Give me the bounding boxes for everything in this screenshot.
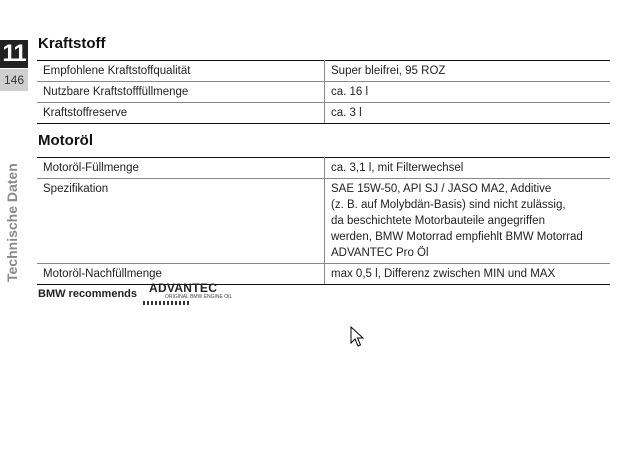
table-cell-value: Super bleifrei, 95 ROZ (325, 61, 611, 82)
table-row (37, 103, 610, 124)
advantec-logo-stripes (143, 301, 191, 305)
table-cell-value: max 0,5 l, Differenz zwischen MIN und MAX (325, 264, 611, 285)
side-chapter-title: Technische Daten (4, 163, 20, 282)
page-number: 146 (0, 69, 28, 91)
advantec-logo (143, 281, 243, 307)
bmw-recommends-label: BMW recommends (38, 288, 138, 300)
oil-spec-table (37, 157, 610, 285)
table-row (37, 82, 610, 103)
table-cell-label: Nutzbare Kraftstofffüllmenge (37, 82, 325, 103)
table-row (37, 264, 610, 285)
table-cell-value: ca. 3 l (325, 103, 611, 124)
table-cell-value: ca. 3,1 l, mit Filterwechsel (325, 158, 611, 179)
mouse-pointer-icon (350, 326, 364, 348)
section-title-fuel: Kraftstoff (38, 35, 106, 52)
table-cell-value: SAE 15W-50, API SJ / JASO MA2, Additive (z. B. auf Molybdän-Basis) sind nicht zulässig, da beschichtete Motorbauteile angegriffen werden, BMW Motorrad empfiehlt BMW Motorrad ADVANTEC Pro Öl (325, 179, 611, 264)
table-cell-label: Motoröl-Füllmenge (37, 158, 325, 179)
table-row (37, 179, 610, 264)
table-row (37, 61, 610, 82)
chapter-number: 11 (0, 40, 28, 68)
fuel-spec-table (37, 60, 610, 124)
advantec-logo-text: ADVANTEC (149, 281, 218, 295)
table-cell-value: ca. 16 l (325, 82, 611, 103)
table-cell-label: Kraftstoffreserve (37, 103, 325, 124)
table-row (37, 158, 610, 179)
table-cell-label: Spezifikation (37, 179, 325, 264)
section-title-oil: Motoröl (38, 132, 93, 149)
table-cell-label: Empfohlene Kraftstoffqualität (37, 61, 325, 82)
advantec-logo-subtext: ORIGINAL BMW ENGINE OIL (165, 294, 233, 300)
table-cell-label: Motoröl-Nachfüllmenge (37, 264, 325, 285)
